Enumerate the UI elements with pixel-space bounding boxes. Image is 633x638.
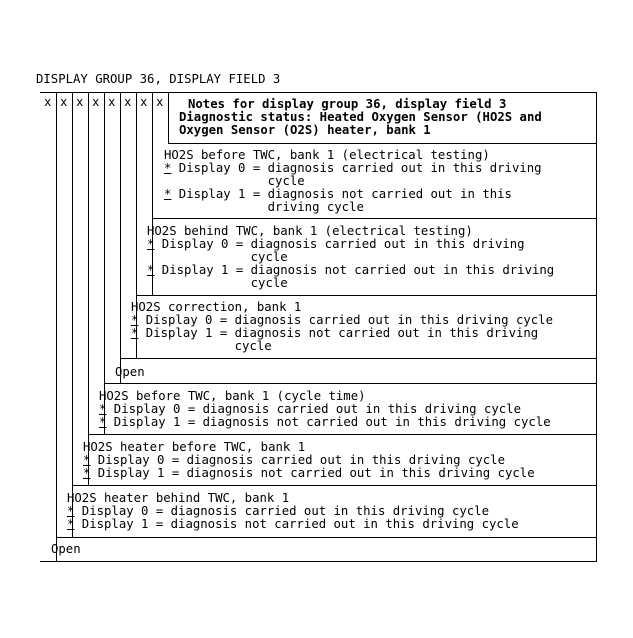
section-line-text: Display 1 = diagnosis not carried out in this driving cycle [106,415,551,429]
footnote-mark: * [83,466,91,480]
section-line-text: Display 1 = diagnosis not carried out in this driving cycle [90,466,535,480]
footnote-mark: * [164,161,172,175]
footnote-mark: * [131,326,139,340]
bit-line [168,92,169,143]
bit-label: x [76,95,84,109]
bit-label: x [108,95,116,109]
notes-line-2: Diagnostic status: Heated Oxygen Sensor (HO2S and [179,110,542,124]
section-line-text: Display 1 = diagnosis not carried out in this [171,187,512,201]
footnote-mark: * [164,187,172,201]
section-line [99,416,551,429]
notes-line-3: Oxygen Sensor (O2S) heater, bank 1 [179,123,431,137]
bit-label: x [44,95,52,109]
section-heading: HO2S behind TWC, bank 1 (electrical testing) [147,224,473,238]
frame-right [596,92,597,562]
section-heading: HO2S before TWC, bank 1 (cycle time) [99,389,366,403]
footnote-mark: * [147,263,155,277]
section-line: cycle [164,174,305,188]
footnote-mark: * [99,415,107,429]
section-line-text: Display 0 = diagnosis carried out in this driving cycle [74,504,489,518]
section-line-text: Display 1 = diagnosis not carried out in this driving [154,263,555,277]
section-line: cycle [147,250,288,264]
section-line [83,467,535,480]
section-rule [40,561,596,562]
footnote-mark: * [83,453,91,467]
bit-line [88,92,89,486]
footnote-mark: * [99,402,107,416]
section-line-text: Display 1 = diagnosis not carried out in this driving cycle [74,517,519,531]
section-rule [104,383,596,384]
section-rule [152,218,596,219]
section-heading: HO2S heater behind TWC, bank 1 [67,491,290,505]
section-line-text: Display 0 = diagnosis carried out in this driving cycle [138,313,553,327]
footnote-mark: * [67,504,75,518]
section-line: driving cycle [164,200,364,214]
section-heading: HO2S before TWC, bank 1 (electrical testing) [164,148,490,162]
bit-label: x [60,95,68,109]
section-line-text: Display 0 = diagnosis carried out in this driving [154,237,525,251]
bit-label: x [124,95,132,109]
bit-label: x [92,95,100,109]
section-heading: Open [115,365,145,379]
section-heading: HO2S correction, bank 1 [131,300,302,314]
footnote-mark: * [131,313,139,327]
bit-line [120,92,121,384]
section-rule [72,485,596,486]
section-heading: Open [51,542,81,556]
section-line-text: Display 0 = diagnosis carried out in this driving [171,161,542,175]
bit-line [72,92,73,538]
section-line [67,518,519,531]
section-line-text: Display 0 = diagnosis carried out in this driving cycle [106,402,521,416]
section-rule [120,358,596,359]
section-rule [136,295,596,296]
section-line-text: Display 1 = diagnosis not carried out in this driving [138,326,539,340]
section-line: cycle [147,276,288,290]
section-rule [88,434,596,435]
bit-line [56,92,57,562]
bit-label: x [140,95,148,109]
footnote-mark: * [67,517,75,531]
frame-top [40,92,596,93]
notes-rule [168,143,596,144]
section-line-text: Display 0 = diagnosis carried out in this driving cycle [90,453,505,467]
section-heading: HO2S heater before TWC, bank 1 [83,440,306,454]
section-line: cycle [131,339,272,353]
bit-label: x [156,95,164,109]
section-rule [56,537,596,538]
page-title: DISPLAY GROUP 36, DISPLAY FIELD 3 [36,72,281,86]
notes-line-1: Notes for display group 36, display field 3 [188,97,507,111]
footnote-mark: * [147,237,155,251]
